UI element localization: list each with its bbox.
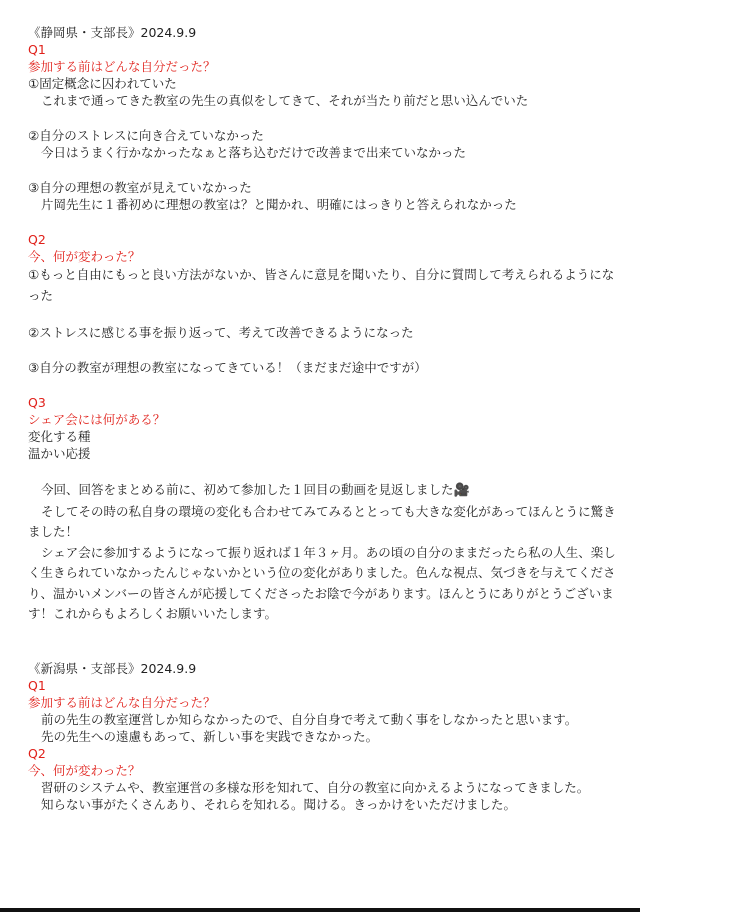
section1-q1-label: Q1 (28, 42, 46, 57)
q1-item-title: ③自分の理想の教室が見えていなかった (28, 180, 252, 195)
q1-item-detail: 片岡先生に１番初めに理想の教室は？と聞かれ、明確にはっきりと答えられなかった (41, 197, 517, 212)
section2-q1-line: 先の先生への遠慮もあって、新しい事を実践できなかった。 (41, 728, 379, 744)
bottom-divider (0, 908, 640, 912)
q2-item: ②ストレスに感じる事を振り返って、考えて改善できるようになった (28, 325, 414, 340)
q1-item-detail: 今日はうまく行かなかったなぁと落ち込むだけで改善まで出来ていなかった (41, 145, 467, 160)
section1-header: 《静岡県・支部長》2024.9.9 (28, 25, 197, 40)
section2-q2-line: 知らない事がたくさんあり、それらを知れる。聞ける。きっかけをいただけました。 (41, 796, 517, 812)
closing-line: そしてその時の私自身の環境の変化も合わせてみてみるととっても大きな変化があってほんとうに驚きました！ (28, 503, 616, 539)
q2-item: ③自分の教室が理想の教室になってきている！（まだまだ途中ですが） (28, 360, 427, 375)
section1-q2-label: Q2 (28, 232, 46, 247)
q1-item-title: ①固定概念に囚われていた (28, 76, 177, 91)
q1-item-title: ②自分のストレスに向き合えていなかった (28, 128, 264, 143)
closing-paragraph (28, 543, 618, 625)
section2-q1-label: Q1 (28, 677, 46, 693)
section1-q3-question: シェア会には何がある？ (28, 412, 166, 427)
closing-paragraph (28, 480, 618, 502)
section1-q1-question: 参加する前はどんな自分だった？ (28, 59, 216, 74)
section2-header: 《新潟県・支部長》2024.9.9 (28, 660, 197, 676)
q3-item: 変化する種 (28, 429, 91, 444)
section1-q3-label: Q3 (28, 395, 46, 410)
closing-paragraph (28, 502, 618, 543)
video-camera-icon: 🎥 (453, 483, 470, 498)
section2-q2-line: 習研のシステムや、教室運営の多様な形を知れて、自分の教室に向かえるようになってきました。 (41, 779, 590, 795)
section2-q1-question: 参加する前はどんな自分だった？ (28, 694, 216, 710)
q3-item: 温かい応援 (28, 446, 91, 461)
closing-line: シェア会に参加するようになって振り返れば１年３ヶ月。あの頃の自分のままだったら私の人生、楽しく生きられていなかったんじゃないかという位の変化がありました。色んな視点、気づきを与えてくださり、温かいメンバーの皆さんが応援してくださったお陰で今があります。ほんとうにありがとうございます！これからもよろしくお願いいたします。 (28, 544, 616, 621)
q2-item: ①もっと自由にもっと良い方法がないか、皆さんに意見を聞いたり、自分に質問して考えられるようになった (28, 267, 615, 303)
q1-item-detail: これまで通ってきた教室の先生の真似をしてきて、それが当たり前だと思い込んでいた (41, 93, 529, 108)
section2-q2-label: Q2 (28, 745, 46, 761)
closing-line: 今回、回答をまとめる前に、初めて参加した１回目の動画を見返しました (41, 482, 454, 497)
document-body (28, 24, 618, 813)
section1-q2-question: 今、何が変わった？ (28, 249, 141, 264)
section2-q1-line: 前の先生の教室運営しか知らなかったので、自分自身で考えて動く事をしなかったと思います。 (41, 711, 578, 727)
section2-q2-question: 今、何が変わった？ (28, 762, 141, 778)
